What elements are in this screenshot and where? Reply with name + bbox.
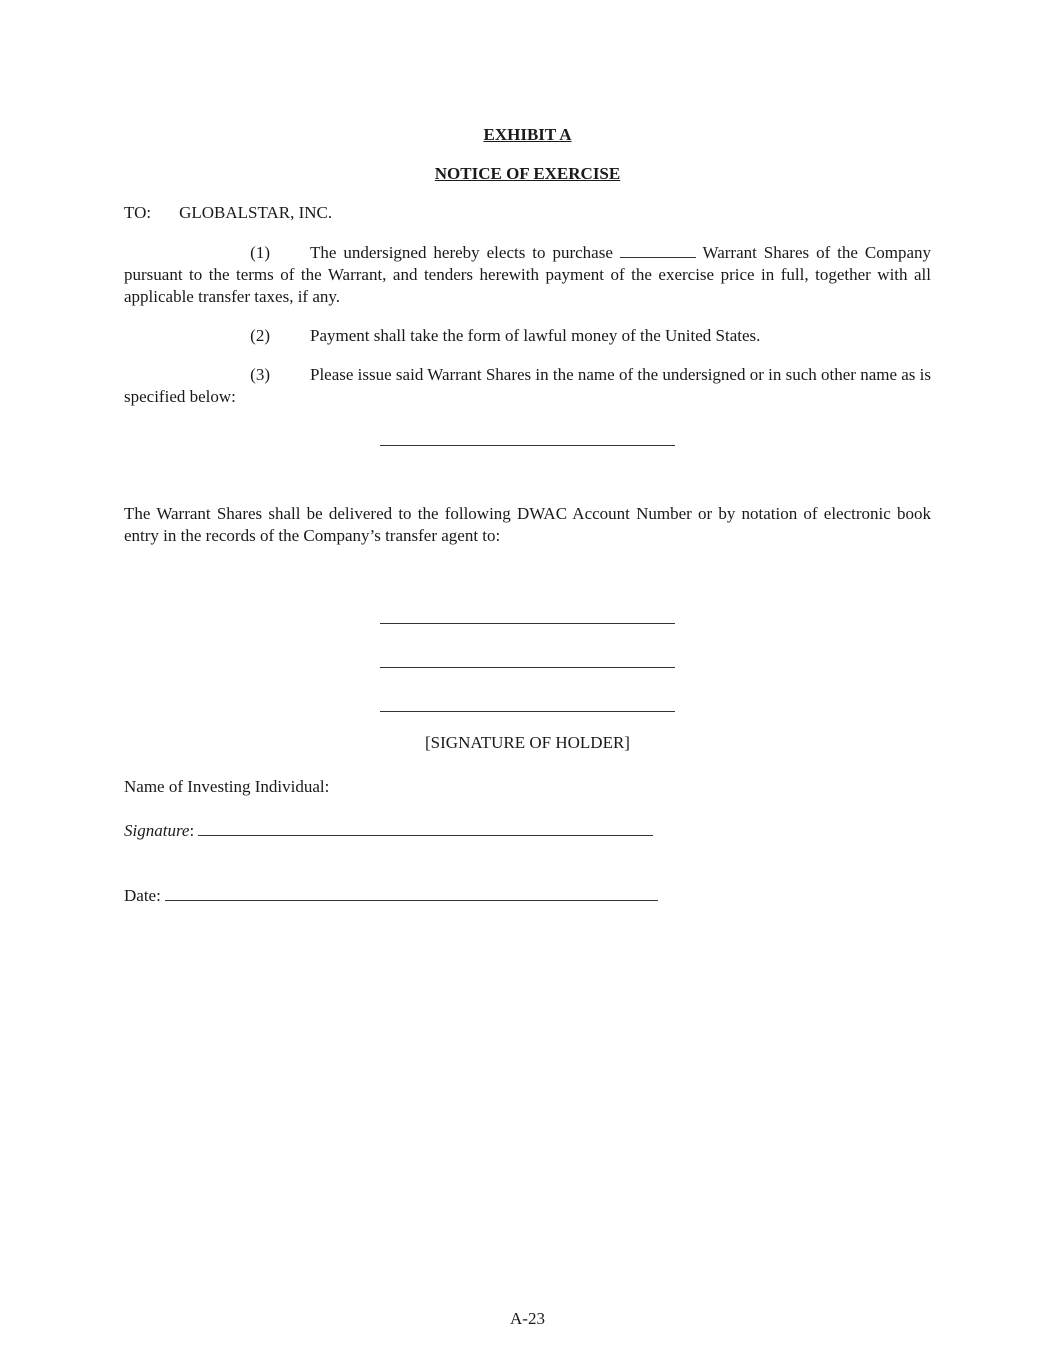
investor-name-label: Name of Investing Individual: — [124, 777, 330, 796]
item-1-paragraph — [124, 242, 931, 308]
shares-quantity-blank[interactable] — [620, 243, 696, 258]
item-1-text-after: Warrant Shares of the Company pursuant to the terms of the Warrant, and tenders herewith payment of the exercise price in full, together with all applicable transfer taxes, if any. — [124, 243, 932, 306]
item-3-paragraph — [124, 364, 931, 408]
addressee-label: TO: — [124, 203, 152, 222]
delivery-paragraph: The Warrant Shares shall be delivered to the following DWAC Account Number or by notation of electronic book entry in the records of the Company’s transfer agent to: — [124, 504, 931, 545]
item-2-paragraph — [124, 325, 931, 347]
item-2-number: (2) — [250, 326, 270, 345]
page-number: A-23 — [510, 1309, 545, 1328]
signature-label: Signature — [124, 821, 190, 840]
addressee-name: GLOBALSTAR, INC. — [179, 203, 333, 222]
item-2-text: Payment shall take the form of lawful money of the United States. — [310, 326, 761, 345]
delivery-line-3[interactable] — [380, 711, 675, 712]
page-title: NOTICE OF EXERCISE — [434, 164, 621, 183]
signature-colon: : — [189, 821, 195, 840]
signature-field[interactable] — [198, 821, 653, 836]
date-row — [124, 886, 658, 906]
signature-of-holder-caption: [SIGNATURE OF HOLDER] — [425, 733, 630, 752]
delivery-line-2[interactable] — [380, 667, 675, 668]
signature-row — [124, 821, 653, 841]
delivery-line-1[interactable] — [380, 623, 675, 624]
name-specified-line[interactable] — [380, 445, 675, 446]
item-1-text-before: The undersigned hereby elects to purchase — [310, 243, 613, 262]
addressee-line — [124, 203, 332, 223]
date-field[interactable] — [165, 886, 658, 901]
item-1-number: (1) — [250, 243, 270, 262]
item-3-number: (3) — [250, 365, 270, 384]
exhibit-heading: EXHIBIT A — [483, 125, 572, 144]
item-3-text: Please issue said Warrant Shares in the name of the undersigned or in such other name as is specified below: — [124, 365, 932, 406]
date-label: Date: — [124, 886, 161, 905]
